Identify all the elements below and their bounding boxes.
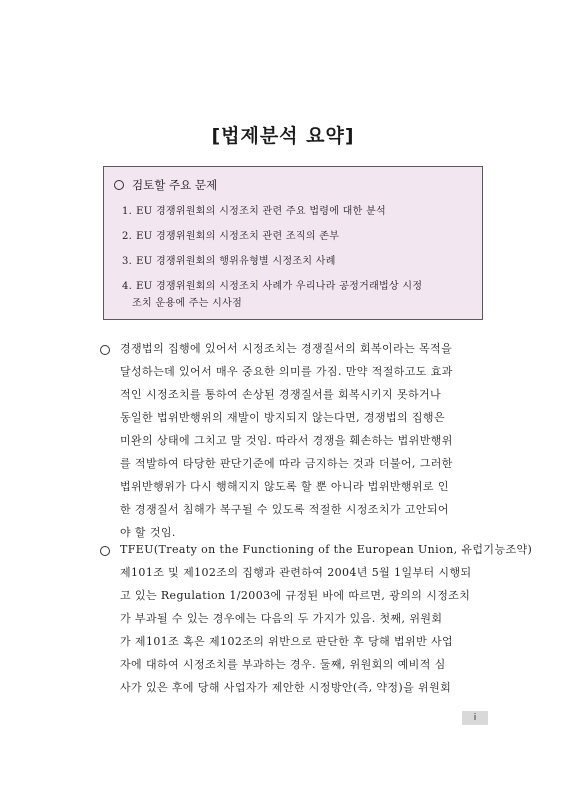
paragraph-line: 가 제101조 혹은 제102조의 위반으로 판단한 후 당해 법위반 사업 (120, 635, 454, 648)
list-item-text: EU 경쟁위원회의 행위유형별 시정조치 사례 (136, 256, 336, 267)
paragraph-line: 달성하는데 있어서 매우 중요한 의미를 가짐. 만약 적절하고도 효과 (120, 365, 453, 378)
circle-bullet-icon (100, 345, 110, 355)
paragraph-line: 자에 대하여 시정조치를 부과하는 경우. 둘째, 위원회의 예비적 심 (120, 658, 446, 671)
paragraph-line: TFEU(Treaty on the Functioning of the European Union, 유럽기능조약) (120, 543, 533, 556)
list-item-number: 3. (122, 256, 133, 267)
list-item (122, 203, 468, 220)
paragraph-line: 동일한 법위반행위의 재발이 방지되지 않는다면, 경쟁법의 집행은 (120, 411, 445, 424)
list-item-text: EU 경쟁위원회의 시정조치 관련 조직의 존부 (136, 231, 340, 242)
circle-bullet-icon (114, 180, 124, 190)
paragraph-line: 적인 시정조치를 통하여 손상된 경쟁질서를 회복시키지 못하거나 (120, 388, 442, 401)
list-item-text: EU 경쟁위원회의 시정조치 관련 주요 법령에 대한 분석 (136, 206, 386, 217)
list-item-number: 1. (122, 206, 133, 217)
paragraph-line: 경쟁법의 집행에 있어서 시정조치는 경쟁질서의 회복이라는 목적을 (120, 342, 453, 355)
box-heading (114, 177, 468, 193)
paragraph-line: 사가 있은 후에 당해 사업자가 제안한 시정방안(즉, 약정)을 위원회 (120, 681, 452, 694)
body-paragraph (100, 538, 533, 699)
page-title: [법제분석 요약] (211, 125, 355, 147)
paragraph-line: 한 경쟁질서 침해가 복구될 수 있도록 적절한 시정조치가 고안되어 (120, 503, 449, 516)
paragraph-line: 를 적발하여 타당한 판단기준에 따라 금지하는 것과 더불어, 그러한 (120, 457, 453, 470)
list-item-number: 2. (122, 231, 133, 242)
paragraph-line: 고 있는 Regulation 1/2003에 규정된 바에 따르면, 광의의 시정조치 (120, 589, 471, 602)
list-item (122, 253, 468, 270)
paragraph-line: 가 부과될 수 있는 경우에는 다음의 두 가지가 있음. 첫째, 위원회 (120, 612, 443, 625)
body-paragraph (100, 337, 500, 544)
paragraph-line: 미완의 상태에 그치고 말 것임. 따라서 경쟁을 훼손하는 법위반행위 (120, 434, 453, 447)
list-item-text: EU 경쟁위원회의 시정조치 사례가 우리나라 공정거래법상 시정 (136, 281, 423, 292)
paragraph-line: 야 할 것임. (120, 526, 176, 539)
list-item (122, 278, 468, 312)
list-item-text-continued: 조치 운용에 주는 시사점 (132, 298, 243, 309)
page-number: i (462, 711, 488, 725)
list-item-number: 4. (122, 281, 133, 292)
paragraph-line: 법위반행위가 다시 행해지지 않도록 할 뿐 아니라 법위반행위로 인 (120, 480, 449, 493)
paragraph-line: 제101조 및 제102조의 집행과 관련하여 2004년 5월 1일부터 시행되 (120, 566, 472, 579)
list-item (122, 228, 468, 245)
summary-box (103, 166, 483, 320)
box-heading-text: 검토할 주요 문제 (132, 178, 218, 192)
circle-bullet-icon (100, 546, 110, 556)
